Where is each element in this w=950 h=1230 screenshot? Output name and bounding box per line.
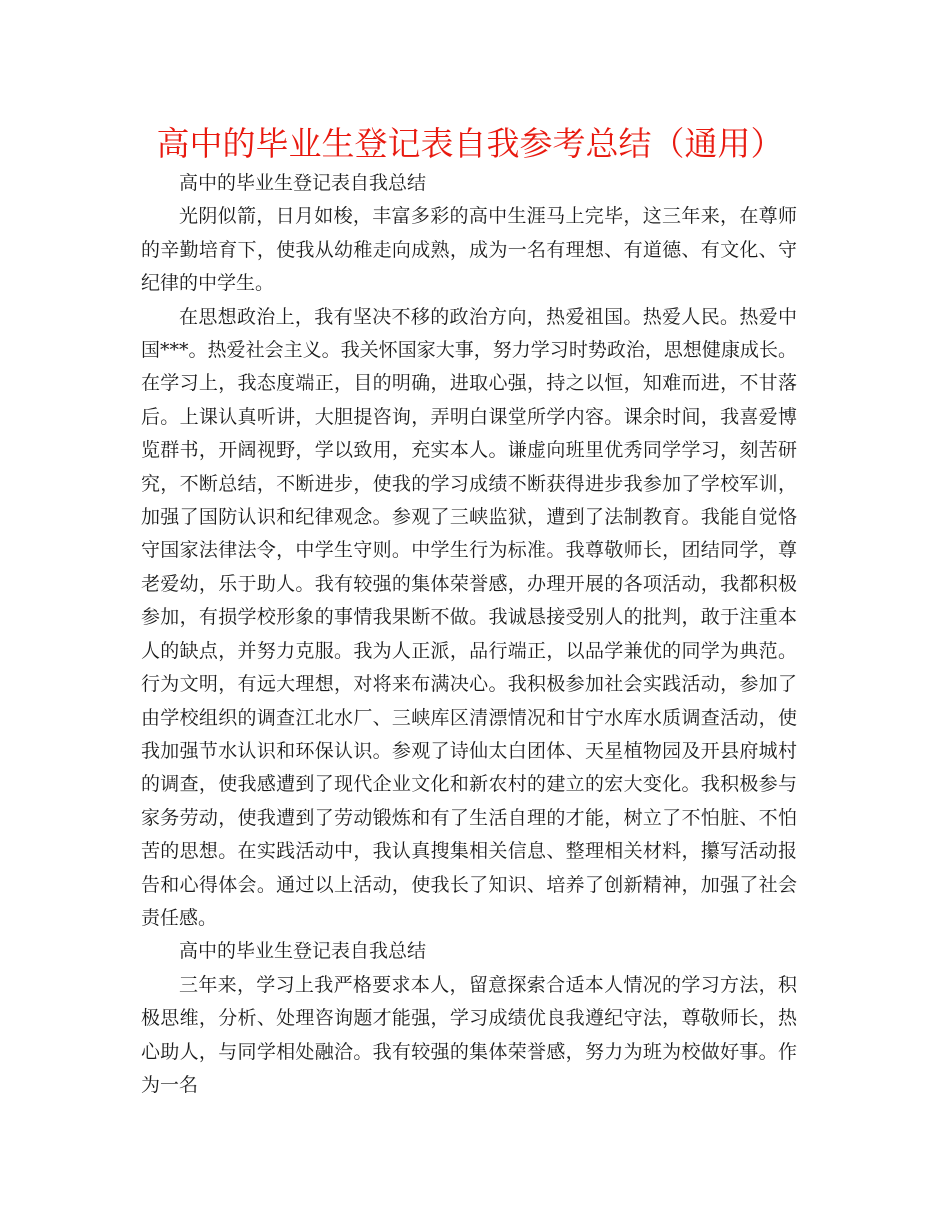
document-title: 高中的毕业生登记表自我参考总结（通用） [156, 124, 784, 163]
section-heading-1: 高中的毕业生登记表自我总结 [179, 172, 427, 194]
document-body [141, 167, 797, 1102]
paragraph-politics-study: 在思想政治上，我有坚决不移的政治方向，热爱祖国。热爱人民。热爱中国***。热爱社会主义。我关怀国家大事，努力学习时势政治，思想健康成长。在学习上，我态度端正，目的明确，进取心强，持之以恒，知难而进，不甘落后。上课认真听讲，大胆提咨询，弄明白课堂所学内容。课余时间，我喜爱博览群书，开阔视野，学以致用，充实本人。谦虚向班里优秀同学学习，刻苦研究，不断总结，不断进步，使我的学习成绩不断获得进步我参加了学校军训，加强了国防认识和纪律观念。参观了三峡监狱，遭到了法制教育。我能自觉恪守国家法律法令，中学生守则。中学生行为标准。我尊敬师长，团结同学，尊老爱幼，乐于助人。我有较强的集体荣誉感，办理开展的各项活动，我都积极参加，有损学校形象的事情我果断不做。我诚恳接受别人的批判，敢于注重本人的缺点，并努力克服。我为人正派，品行端正，以品学兼优的同学为典范。行为文明，有远大理想，对将来布满决心。我积极参加社会实践活动，参加了由学校组织的调查江北水厂、三峡库区清漂情况和甘宁水库水质调查活动，使我加强节水认识和环保认识。参观了诗仙太白团体、天星植物园及开县府城村的调查，使我感遭到了现代企业文化和新农村的建立的宏大变化。我积极参与家务劳动，使我遭到了劳动锻炼和有了生活自理的才能，树立了不怕脏、不怕苦的思想。在实践活动中，我认真搜集相关信息、整理相关材料，攥写活动报告和心得体会。通过以上活动，使我长了知识、培养了创新精神，加强了社会责任感。 [141, 305, 797, 929]
section-heading-2: 高中的毕业生登记表自我总结 [179, 940, 427, 963]
paragraph-intro: 光阴似箭，日月如梭，丰富多彩的高中生涯马上完毕，这三年来，在尊师的辛勤培育下，使我从幼稚走向成熟，成为一名有理想、有道德、有文化、守纪律的中学生。 [141, 205, 797, 295]
paragraph-three-years: 三年来，学习上我严格要求本人，留意探索合适本人情况的学习方法，积极思维，分析、处理咨询题才能强，学习成绩优良我遵纪守法，尊敬师长，热心助人，与同学相处融洽。我有较强的集体荣誉感，努力为班为校做好事。作为一名 [141, 973, 797, 1096]
